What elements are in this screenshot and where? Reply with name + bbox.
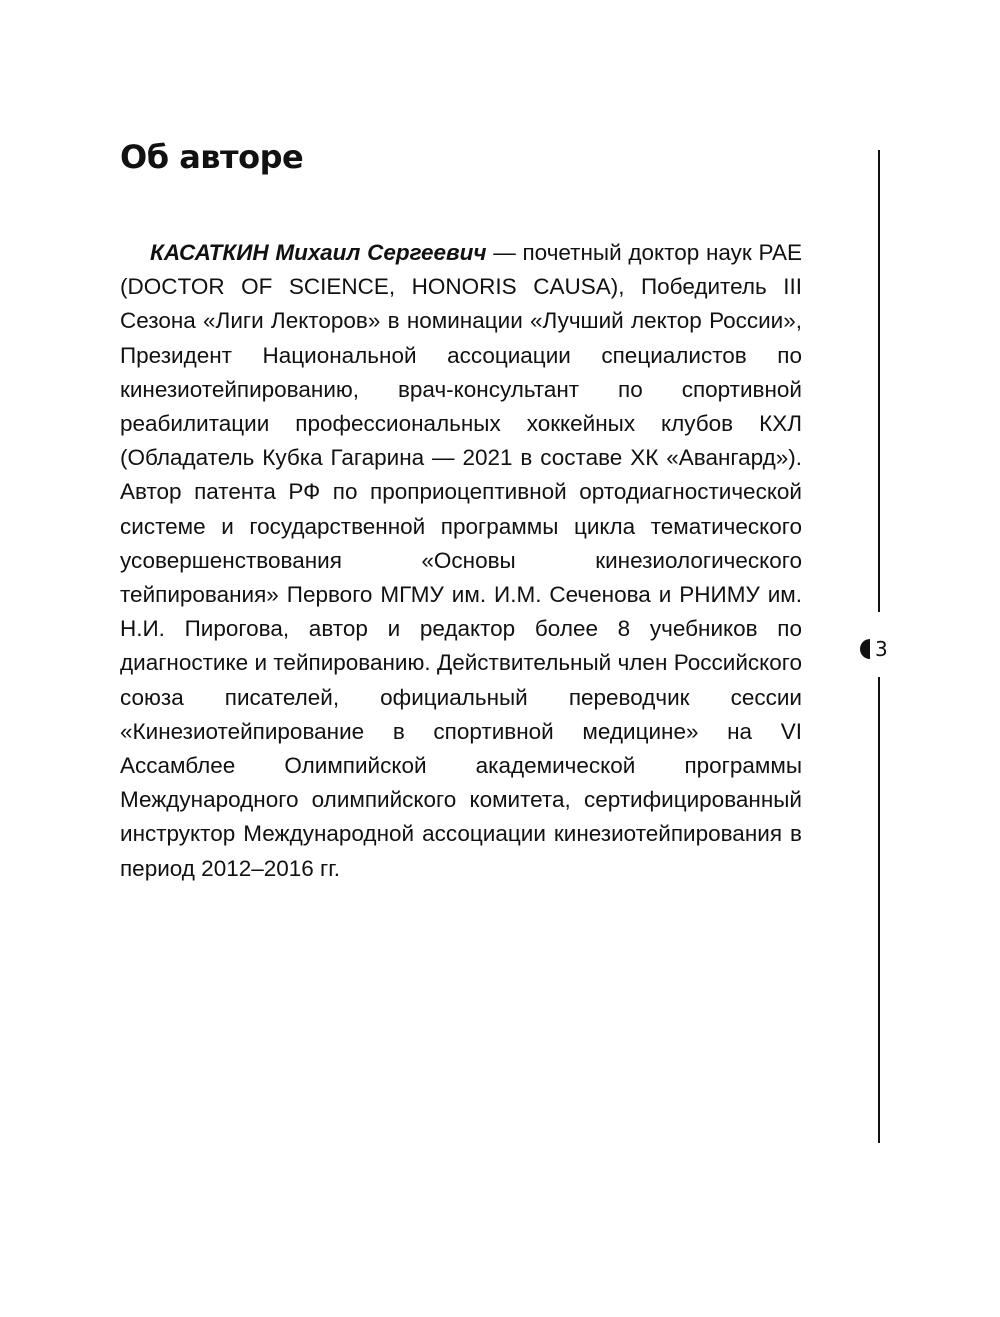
page-number: 3 (875, 637, 888, 661)
author-name: КАСАТКИН Михаил Сергеевич (150, 240, 487, 265)
page-marker (860, 636, 900, 662)
page-title: Об авторе (120, 138, 304, 176)
author-bio (120, 236, 802, 886)
half-circle-icon (860, 639, 870, 659)
margin-rule-top (878, 150, 880, 612)
author-bio-text: — почетный доктор наук РАЕ (DOCTOR OF SCIENCE, HONORIS CAUSA), Победитель III Сезона «Лиги Лекторов» в номинации «Лучший лектор России», Президент Национальной ассоциации специалистов по кинезиотейпированию, врач-консультант по спортивной реабилитации профессиональных хоккейных клубов КХЛ (Обладатель Кубка Гагарина — 2021 в составе ХК «Авангард»). Автор патента РФ по проприоцептивной ортодиагностической системе и государственной программы цикла тематического усовершенствования «Основы кинезиологического тейпирования» Первого МГМУ им. И.М. Сеченова и РНИМУ им. Н.И. Пирогова, автор и редактор более 8 учебников по диагностике и тейпированию. Действительный член Российского союза писателей, официальный переводчик сессии «Кинезиотейпирование в спортивной медицине» на VI Ассамблее Олимпийской академической программы Международного олимпийского комитета, сертифицированный инструктор Международной ассоциации кинезиотейпирования в период 2012–2016 гг. (120, 240, 802, 881)
margin-rule-bottom (878, 677, 880, 1143)
